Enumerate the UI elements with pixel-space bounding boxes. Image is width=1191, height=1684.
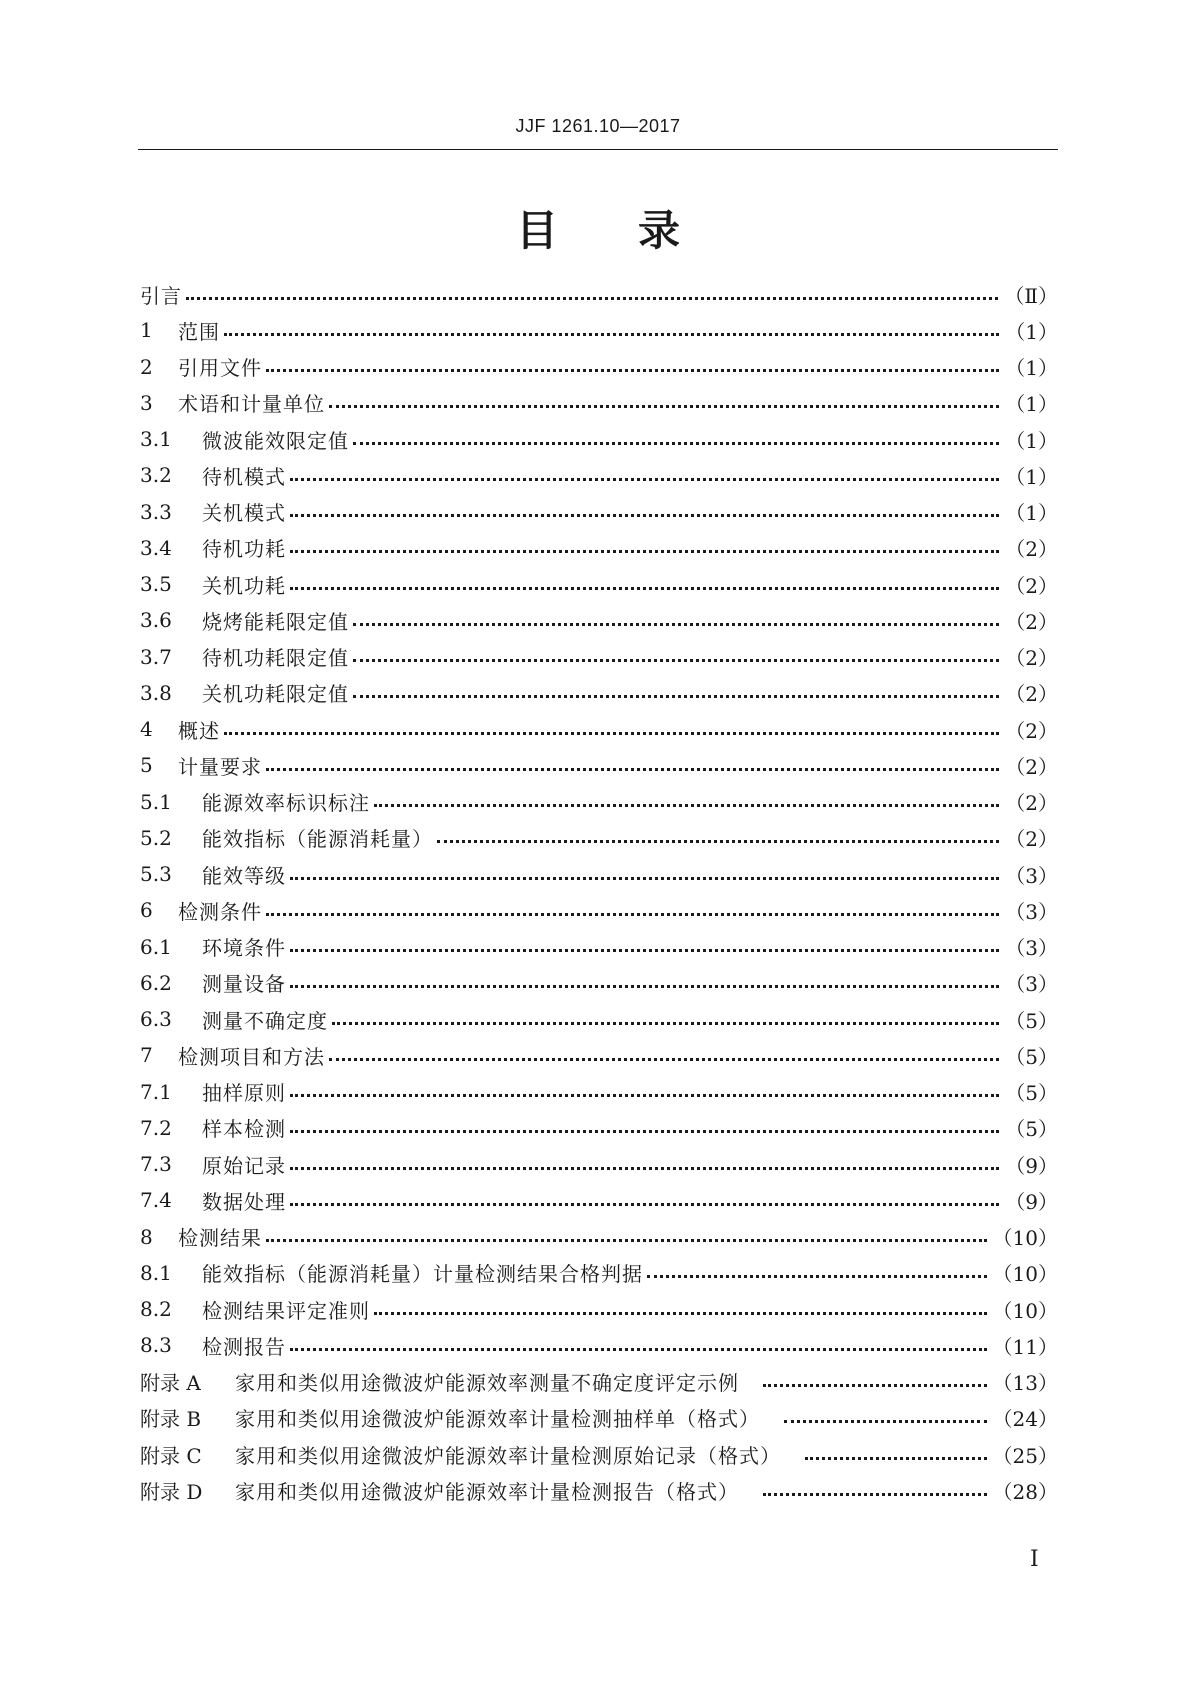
toc-entry-number: 3.2 (140, 463, 172, 488)
toc-entry-number: 5.2 (140, 825, 172, 850)
toc-entry-number: 附录 A (140, 1371, 201, 1396)
toc-entry-page: （2） (1005, 718, 1058, 743)
dot-leader (763, 1493, 987, 1496)
toc-entry[interactable] (140, 1037, 1058, 1073)
dot-leader (186, 297, 998, 300)
toc-entry[interactable] (140, 747, 1058, 783)
toc-entry-number: 3.8 (140, 680, 172, 705)
dot-leader (290, 550, 999, 553)
toc-entry[interactable] (140, 856, 1058, 892)
toc-entry-title: 检测项目和方法 (178, 1044, 325, 1069)
toc-entry-page: （9） (1005, 1153, 1058, 1178)
toc-entry-title: 检测结果 (178, 1226, 262, 1251)
toc-entry-title: 家用和类似用途微波炉能源效率测量不确定度评定示例 (235, 1371, 739, 1396)
toc-entry-page: （28） (992, 1479, 1058, 1504)
dot-leader (266, 768, 999, 771)
toc-entry-number: 6.2 (140, 970, 172, 995)
dot-leader (353, 623, 999, 626)
dot-leader (224, 732, 999, 735)
dot-leader (329, 1058, 999, 1061)
toc-entry[interactable] (140, 276, 1058, 312)
toc-entry[interactable] (140, 312, 1058, 348)
toc-entry-page: （3） (1005, 936, 1058, 961)
toc-entry-title: 能效指标（能源消耗量）计量检测结果合格判据 (202, 1262, 643, 1287)
toc-entry-page: （25） (992, 1443, 1058, 1468)
document-code-header: JJF 1261.10—2017 (515, 116, 681, 136)
toc-entry-number: 5 (140, 753, 153, 778)
toc-entry-page: （10） (992, 1262, 1058, 1287)
toc-entry-page: （2） (1005, 646, 1058, 671)
toc-entry-title: 能效指标（能源消耗量） (202, 827, 433, 852)
toc-entry-title: 家用和类似用途微波炉能源效率计量检测原始记录（格式） (235, 1443, 781, 1468)
toc-entry[interactable] (140, 494, 1058, 530)
toc-entry-page: （2） (1005, 537, 1058, 562)
toc-entry-title: 家用和类似用途微波炉能源效率计量检测抽样单（格式） (235, 1407, 760, 1432)
toc-entry-number: 附录 D (140, 1479, 203, 1504)
table-of-contents (140, 276, 1058, 1509)
toc-entry-title: 引用文件 (178, 356, 262, 381)
toc-entry[interactable] (140, 929, 1058, 965)
toc-entry-number: 6 (140, 898, 153, 923)
toc-entry[interactable] (140, 457, 1058, 493)
toc-entry-title: 能源效率标识标注 (202, 791, 370, 816)
toc-entry[interactable] (140, 1364, 1058, 1400)
toc-entry-page: （5） (1005, 1081, 1058, 1106)
toc-entry-title: 范围 (178, 319, 220, 344)
toc-entry[interactable] (140, 349, 1058, 385)
dot-leader (266, 369, 999, 372)
dot-leader (647, 1275, 987, 1278)
toc-entry-page: （1） (1005, 356, 1058, 381)
toc-entry[interactable] (140, 385, 1058, 421)
toc-entry[interactable] (140, 1291, 1058, 1327)
toc-entry-page: （3） (1005, 899, 1058, 924)
dot-leader (290, 1130, 999, 1133)
toc-entry-page: （2） (1005, 791, 1058, 816)
dot-leader (290, 877, 999, 880)
toc-entry[interactable] (140, 1219, 1058, 1255)
toc-entry[interactable] (140, 639, 1058, 675)
toc-entry-number: 5.1 (140, 789, 172, 814)
toc-entry-number: 7.3 (140, 1152, 172, 1177)
toc-entry-title: 关机模式 (202, 501, 286, 526)
toc-entry-title: 烧烤能耗限定值 (202, 609, 349, 634)
toc-entry-number: 8 (140, 1224, 153, 1249)
toc-entry-number: 3.6 (140, 608, 172, 633)
toc-entry-number: 3.7 (140, 644, 172, 669)
dot-leader (374, 1312, 987, 1315)
header-divider (138, 149, 1058, 150)
toc-entry[interactable] (140, 1110, 1058, 1146)
toc-entry[interactable] (140, 1472, 1058, 1508)
toc-entry-title: 测量不确定度 (202, 1008, 328, 1033)
dot-leader (784, 1420, 987, 1423)
toc-entry-number: 3 (140, 390, 153, 415)
toc-entry-title: 关机功耗 (202, 573, 286, 598)
toc-entry-page: （2） (1005, 682, 1058, 707)
dot-leader (290, 1203, 999, 1206)
toc-entry-page: （11） (992, 1334, 1058, 1359)
page-number: Ⅰ (1030, 1546, 1039, 1571)
dot-leader (290, 1348, 987, 1351)
dot-leader (266, 1239, 987, 1242)
toc-entry-title: 家用和类似用途微波炉能源效率计量检测报告（格式） (235, 1479, 739, 1504)
toc-entry[interactable] (140, 1400, 1058, 1436)
toc-entry-title: 待机功耗限定值 (202, 646, 349, 671)
toc-entry-number: 7 (140, 1043, 153, 1068)
toc-entry-number: 7.2 (140, 1115, 172, 1140)
toc-entry-title: 待机功耗 (202, 537, 286, 562)
toc-entry-title: 环境条件 (202, 936, 286, 961)
toc-entry-number: 6.1 (140, 934, 172, 959)
toc-entry-page: （3） (1005, 863, 1058, 888)
dot-leader (353, 659, 999, 662)
toc-entry-page: （2） (1005, 573, 1058, 598)
toc-entry[interactable] (140, 1074, 1058, 1110)
toc-entry-title: 数据处理 (202, 1189, 286, 1214)
toc-entry-page: （10） (992, 1298, 1058, 1323)
toc-entry[interactable] (140, 1436, 1058, 1472)
toc-entry-number: 1 (140, 318, 153, 343)
dot-leader (266, 913, 999, 916)
toc-entry-title: 术语和计量单位 (178, 392, 325, 417)
dot-leader (290, 1094, 999, 1097)
dot-leader (290, 478, 999, 481)
toc-entry-title: 原始记录 (202, 1153, 286, 1178)
dot-leader (374, 804, 999, 807)
toc-entry-page: （1） (1005, 392, 1058, 417)
toc-entry[interactable] (140, 892, 1058, 928)
toc-entry-title: 引言 (140, 283, 182, 308)
toc-entry[interactable] (140, 530, 1058, 566)
toc-entry[interactable] (140, 1182, 1058, 1218)
toc-entry[interactable] (140, 566, 1058, 602)
toc-entry-page: （10） (992, 1226, 1058, 1251)
dot-leader (353, 442, 999, 445)
toc-entry-number: 3.1 (140, 427, 172, 452)
toc-entry-number: 5.3 (140, 862, 172, 887)
toc-entry[interactable] (140, 421, 1058, 457)
toc-entry[interactable] (140, 1327, 1058, 1363)
dot-leader (763, 1384, 987, 1387)
page-title (138, 198, 1058, 258)
toc-entry-number: 7.4 (140, 1188, 172, 1213)
toc-entry-page: （2） (1005, 827, 1058, 852)
dot-leader (805, 1457, 987, 1460)
dot-leader (290, 587, 999, 590)
toc-entry-page: （2） (1005, 609, 1058, 634)
dot-leader (332, 1022, 999, 1025)
toc-entry-title: 关机功耗限定值 (202, 682, 349, 707)
toc-entry-number: 4 (140, 717, 153, 742)
toc-entry[interactable] (140, 602, 1058, 638)
toc-entry-page: （13） (992, 1371, 1058, 1396)
dot-leader (290, 1167, 999, 1170)
dot-leader (290, 514, 999, 517)
toc-entry-number: 7.1 (140, 1079, 172, 1104)
toc-entry-title: 检测结果评定准则 (202, 1298, 370, 1323)
toc-entry-page: （5） (1005, 1117, 1058, 1142)
toc-entry-title: 测量设备 (202, 972, 286, 997)
toc-entry-page: （24） (992, 1407, 1058, 1432)
toc-entry-page: （3） (1005, 972, 1058, 997)
title-char-1: 目 (515, 206, 558, 255)
toc-entry-page: （Ⅱ） (1004, 283, 1058, 308)
dot-leader (353, 695, 999, 698)
toc-entry-page: （5） (1005, 1044, 1058, 1069)
toc-entry[interactable] (140, 1255, 1058, 1291)
toc-entry-number: 6.3 (140, 1007, 172, 1032)
toc-entry-number: 8.2 (140, 1297, 172, 1322)
toc-entry-page: （1） (1005, 428, 1058, 453)
toc-entry-title: 样本检测 (202, 1117, 286, 1142)
toc-entry-number: 附录 C (140, 1443, 202, 1468)
toc-entry-title: 检测条件 (178, 899, 262, 924)
toc-entry[interactable] (140, 1001, 1058, 1037)
toc-entry-title: 概述 (178, 718, 220, 743)
toc-entry-number: 3.5 (140, 572, 172, 597)
toc-entry[interactable] (140, 820, 1058, 856)
toc-entry-title: 抽样原则 (202, 1081, 286, 1106)
toc-entry-page: （5） (1005, 1008, 1058, 1033)
toc-entry[interactable] (140, 1146, 1058, 1182)
toc-entry-page: （1） (1005, 319, 1058, 344)
toc-entry[interactable] (140, 965, 1058, 1001)
toc-entry-title: 能效等级 (202, 863, 286, 888)
dot-leader (224, 333, 999, 336)
dot-leader (290, 985, 999, 988)
toc-entry-number: 8.3 (140, 1333, 172, 1358)
toc-entry-number: 3.4 (140, 535, 172, 560)
toc-entry[interactable] (140, 784, 1058, 820)
toc-entry-title: 计量要求 (178, 754, 262, 779)
dot-leader (329, 405, 999, 408)
toc-entry-number: 3.3 (140, 499, 172, 524)
toc-entry-title: 检测报告 (202, 1334, 286, 1359)
toc-entry-number: 附录 B (140, 1407, 202, 1432)
toc-entry-number: 2 (140, 354, 153, 379)
toc-entry-number: 8.1 (140, 1260, 172, 1285)
toc-entry-page: （1） (1005, 501, 1058, 526)
toc-entry[interactable] (140, 675, 1058, 711)
toc-entry-page: （9） (1005, 1189, 1058, 1214)
toc-entry[interactable] (140, 711, 1058, 747)
title-char-2: 录 (638, 206, 681, 255)
dot-leader (290, 949, 999, 952)
toc-entry-title: 微波能效限定值 (202, 428, 349, 453)
dot-leader (437, 840, 999, 843)
toc-entry-page: （2） (1005, 754, 1058, 779)
toc-entry-title: 待机模式 (202, 464, 286, 489)
toc-entry-page: （1） (1005, 464, 1058, 489)
